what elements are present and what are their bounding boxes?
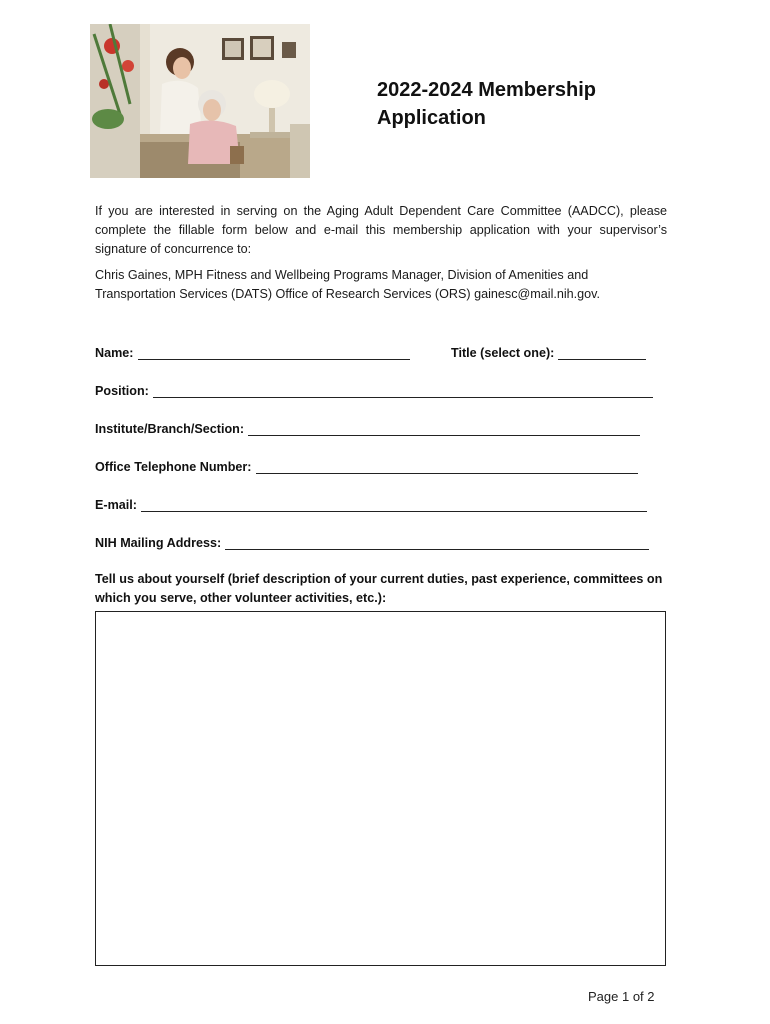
- title-line-1: 2022-2024 Membership: [377, 79, 597, 101]
- position-field-row: [95, 380, 653, 398]
- position-label: Position:: [95, 384, 149, 398]
- email-label: E-mail:: [95, 498, 137, 512]
- mailing-label: NIH Mailing Address:: [95, 536, 222, 550]
- page-title: [377, 76, 697, 132]
- about-label: Tell us about yourself (brief description of your current duties, past experience, committees on which you serve, other volunteer activities, etc.):: [95, 572, 663, 605]
- name-field-row: [95, 342, 410, 360]
- title-select[interactable]: [558, 345, 646, 360]
- institute-label: Institute/Branch/Section:: [95, 422, 245, 436]
- contact-paragraph: Chris Gaines, MPH Fitness and Wellbeing Programs Manager, Division of Amenities and Transportation Services (DATS) Office of Research Services (ORS) gainesc@mail.nih.gov.: [95, 268, 601, 301]
- phone-field-row: [95, 456, 638, 474]
- email-input[interactable]: [141, 497, 647, 512]
- title-line-2: Application: [377, 107, 486, 129]
- page-number: Page 1 of 2: [588, 989, 655, 1004]
- institute-input[interactable]: [248, 421, 640, 436]
- phone-label: Office Telephone Number:: [95, 460, 252, 474]
- name-input[interactable]: [138, 345, 410, 360]
- title-field-row: [451, 342, 646, 360]
- intro-paragraph: If you are interested in serving on the Aging Adult Dependent Care Committee (AADCC), please complete the fillable form below and e-mail this membership application with your supervisor’s signature of concurrence to:: [95, 204, 667, 256]
- email-field-row: [95, 494, 647, 512]
- institute-field-row: [95, 418, 640, 436]
- position-input[interactable]: [153, 383, 653, 398]
- mailing-field-row: [95, 532, 649, 550]
- caregiver-photo: [90, 24, 310, 178]
- name-label: Name:: [95, 346, 134, 360]
- phone-input[interactable]: [256, 459, 638, 474]
- about-textarea[interactable]: [95, 611, 666, 966]
- title-select-label: Title (select one):: [451, 346, 555, 360]
- mailing-input[interactable]: [225, 535, 649, 550]
